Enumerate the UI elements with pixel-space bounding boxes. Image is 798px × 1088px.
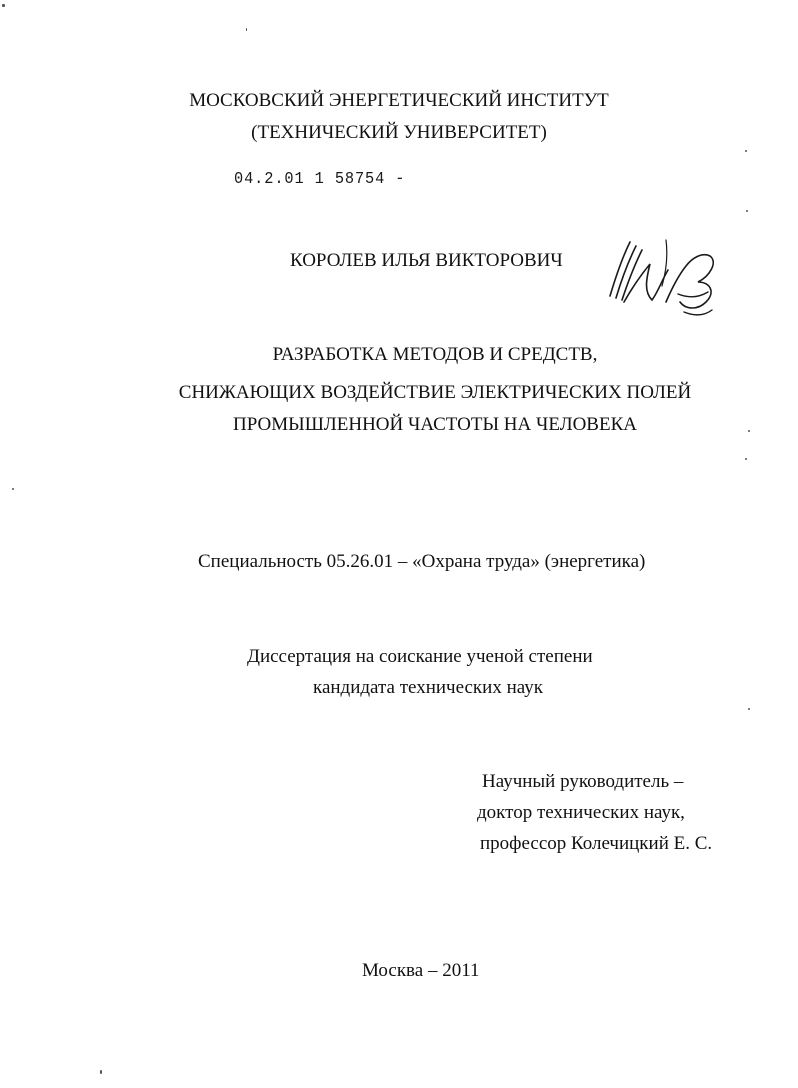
scan-speck [745,458,747,460]
author-name: КОРОЛЕВ ИЛЬЯ ВИКТОРОВИЧ [290,250,563,271]
scan-speck [748,708,750,710]
scan-speck [2,4,5,7]
scan-speck [246,28,247,31]
thesis-title-line-1: РАЗРАБОТКА МЕТОДОВ И СРЕДСТВ, [272,344,598,365]
thesis-title-line-3: ПРОМЫШЛЕННОЙ ЧАСТОТЫ НА ЧЕЛОВЕКА [233,414,637,435]
supervisor-line-1: Научный руководитель – [482,771,684,792]
thesis-title-line-2: СНИЖАЮЩИХ ВОЗДЕЙСТВИЕ ЭЛЕКТРИЧЕСКИХ ПОЛЕЙ [178,382,692,403]
registration-stamp: 04.2.01 1 58754 - [234,170,406,189]
specialty-line: Специальность 05.26.01 – «Охрана труда» (энергетика) [198,551,646,572]
scan-speck [746,210,748,212]
institution-subtitle: (ТЕХНИЧЕСКИЙ УНИВЕРСИТЕТ) [251,122,547,143]
supervisor-line-2: доктор технических наук, [477,802,685,823]
scan-speck [12,488,14,490]
scan-speck [100,1070,102,1074]
supervisor-line-3: профессор Колечицкий Е. С. [480,833,713,854]
dissertation-line-2: кандидата технических наук [313,677,543,698]
author-signature [606,236,726,326]
place-year: Москва – 2011 [362,960,480,981]
institution-name: МОСКОВСКИЙ ЭНЕРГЕТИЧЕСКИЙ ИНСТИТУТ [189,90,609,111]
scan-speck [745,150,747,152]
scan-speck [748,430,750,432]
dissertation-line-1: Диссертация на соискание ученой степени [247,646,593,667]
